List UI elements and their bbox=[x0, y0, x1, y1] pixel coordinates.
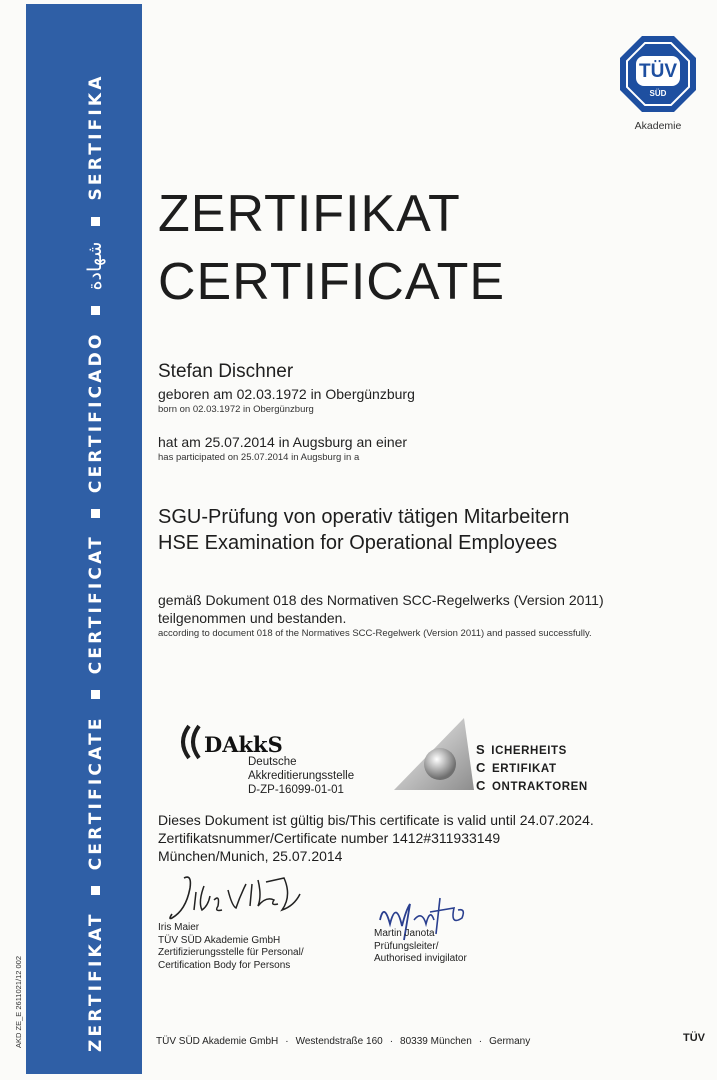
signer2-name: Martin Janota bbox=[374, 928, 435, 939]
participation-line-de: hat am 25.07.2014 in Augsburg an einer bbox=[158, 434, 408, 450]
basis-line-en: according to document 018 of the Normatives SCC-Regelwerk (Version 2011) and passed successfully. bbox=[158, 628, 592, 639]
birth-line-de: geboren am 02.03.1972 in Obergünzburg bbox=[158, 386, 415, 402]
footer-address: TÜV SÜD Akademie GmbH · Westendstraße 160 · 80339 München · Germany bbox=[156, 1036, 531, 1047]
exam-title-en: HSE Examination for Operational Employees bbox=[158, 532, 558, 554]
document-code: AKD ZE_E 2611021/12 002 bbox=[14, 955, 23, 1048]
scc-word: ERTIFIKAT bbox=[492, 763, 557, 775]
holder-name: Stefan Dischner bbox=[158, 361, 294, 382]
band-word: CERTIFICADO bbox=[86, 331, 106, 494]
signer2-block bbox=[374, 928, 467, 966]
scc-logo-graphic bbox=[382, 712, 482, 802]
scc-word: ONTRAKTOREN bbox=[492, 781, 588, 793]
band-separator bbox=[91, 886, 100, 895]
logo-akademie-label: Akademie bbox=[634, 120, 682, 132]
signer1-role-de: Zertifizierungsstelle für Personal/ bbox=[158, 947, 304, 958]
validity-line: Dieses Dokument ist gültig bis/This certificate is valid until 24.07.2024. bbox=[158, 812, 594, 828]
dakks-code: D-ZP-16099-01-01 bbox=[248, 784, 344, 796]
footer-city: 80339 München bbox=[400, 1036, 472, 1047]
band-separator bbox=[91, 306, 100, 315]
band-word: ZERTIFIKAT bbox=[86, 911, 106, 1052]
logo-sub-text: SÜD bbox=[649, 89, 667, 98]
participation-line-en: has participated on 25.07.2014 in Augsburg in a bbox=[158, 452, 360, 463]
certificate-number: Zertifikatsnummer/Certificate number 1412#311933149 bbox=[158, 830, 501, 846]
scc-line-3 bbox=[476, 778, 588, 793]
scc-initial: C bbox=[476, 760, 486, 775]
dakks-name: DAkkS bbox=[204, 732, 283, 757]
basis-line-de-2: teilgenommen und bestanden. bbox=[158, 610, 347, 626]
tuv-sud-logo bbox=[618, 34, 698, 114]
scc-word: ICHERHEITS bbox=[491, 745, 567, 757]
scc-line-2 bbox=[476, 760, 557, 775]
band-separator bbox=[91, 217, 100, 226]
signer1-org: TÜV SÜD Akademie GmbH bbox=[158, 934, 281, 946]
band-separator bbox=[91, 690, 100, 699]
band-words bbox=[84, 73, 106, 1052]
basis-line-de-1: gemäß Dokument 018 des Normativen SCC-Regelwerks (Version 2011) bbox=[158, 592, 604, 608]
signer1-name: Iris Maier bbox=[158, 922, 200, 933]
place-date: München/Munich, 25.07.2014 bbox=[158, 848, 343, 864]
scc-initial: C bbox=[476, 778, 486, 793]
logo-brand-text: TÜV bbox=[639, 61, 677, 82]
footer-street: Westendstraße 160 bbox=[295, 1036, 383, 1047]
band-word: CERTIFICATE bbox=[86, 715, 106, 871]
signer1-block bbox=[158, 922, 304, 972]
band-word: SERTIFIKA bbox=[86, 73, 106, 201]
band-separator bbox=[91, 509, 100, 518]
birth-line-en: born on 02.03.1972 in Obergünzburg bbox=[158, 404, 314, 415]
signer2-role-de: Prüfungsleiter/ bbox=[374, 940, 439, 952]
footer-tuv-mark: TÜV bbox=[683, 1032, 705, 1044]
title-english: CERTIFICATE bbox=[158, 253, 506, 311]
band-word: CERTIFICAT bbox=[86, 534, 106, 675]
title-german: ZERTIFIKAT bbox=[158, 185, 461, 243]
exam-title-de: SGU-Prüfung von operativ tätigen Mitarbeitern bbox=[158, 506, 570, 528]
signer1-role-en: Certification Body for Persons bbox=[158, 959, 291, 971]
dakks-line-1: Deutsche bbox=[248, 756, 297, 768]
footer-country: Germany bbox=[489, 1036, 531, 1047]
band-word-arabic: شهادة bbox=[84, 241, 106, 291]
certificate-side-band bbox=[26, 4, 142, 1074]
scc-initial: S bbox=[476, 742, 486, 757]
scc-line-1 bbox=[476, 742, 567, 757]
signer2-role-en: Authorised invigilator bbox=[374, 953, 467, 964]
dakks-line-2: Akkreditierungsstelle bbox=[248, 770, 355, 782]
footer-company: TÜV SÜD Akademie GmbH bbox=[156, 1036, 279, 1047]
